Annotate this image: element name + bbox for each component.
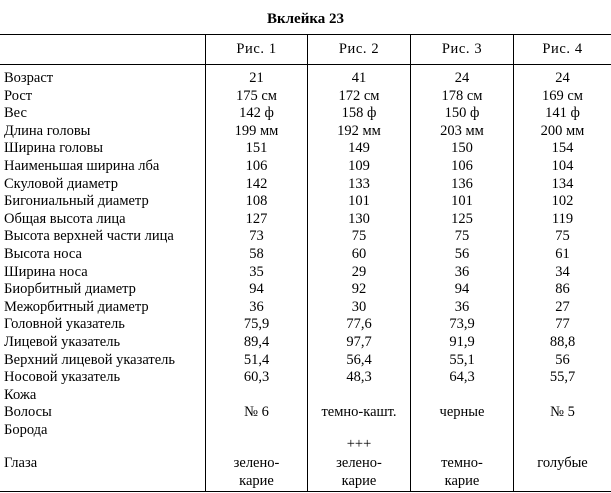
row-label: Бигониальный диаметр xyxy=(4,193,149,210)
table-row xyxy=(0,175,611,193)
table-cell: 94 xyxy=(249,281,264,298)
row-label: Общая высота лица xyxy=(4,210,126,227)
table-cell: 75 xyxy=(351,228,367,245)
column-header-fig-1: Рис. 1 xyxy=(236,41,277,57)
row-label: Высота верхней части лица xyxy=(4,228,174,245)
row-label: Длина головы xyxy=(4,122,91,139)
table-cell: 130 xyxy=(348,210,370,227)
eyes-cell xyxy=(206,454,307,490)
table-cell: 101 xyxy=(451,193,473,210)
table-row xyxy=(0,87,611,105)
table-cell: 60 xyxy=(351,245,367,262)
column-header-fig-3: Рис. 3 xyxy=(441,41,483,57)
table-cell: 106 xyxy=(245,157,268,174)
table-row xyxy=(0,139,611,157)
table-cell: 41 xyxy=(351,70,367,86)
eyes-cell-line: темно- xyxy=(441,455,483,471)
table-cell: 125 xyxy=(451,210,473,227)
table-cell: 35 xyxy=(249,263,264,280)
table-cell: 51,4 xyxy=(243,351,270,368)
measurements-table-body xyxy=(0,69,611,438)
row-label: Верхний лицевой указатель xyxy=(4,351,176,368)
table-cell: 36 xyxy=(249,298,264,315)
table-cell: 94 xyxy=(454,281,470,298)
table-row xyxy=(0,298,611,316)
table-row xyxy=(0,227,611,245)
table-cell: 77 xyxy=(555,316,570,333)
table-cell: 136 xyxy=(451,175,473,192)
table-cell: 86 xyxy=(555,281,570,298)
table-cell: 150 xyxy=(451,140,473,157)
table-row xyxy=(0,403,611,421)
table-cell: 106 xyxy=(451,157,473,174)
table-cell: № 5 xyxy=(550,404,575,421)
table-cell: 75,9 xyxy=(243,316,270,333)
table-cell: 199 мм xyxy=(234,122,279,139)
table-cell xyxy=(206,386,307,404)
row-label: Скуловой диаметр xyxy=(4,175,118,192)
table-cell: 133 xyxy=(348,175,370,192)
beard-mark: +++ xyxy=(346,436,372,452)
table-cell xyxy=(411,421,513,439)
eyes-cell-line: зелено- xyxy=(336,455,382,471)
table-cell: 55,7 xyxy=(549,369,576,386)
table-row xyxy=(0,368,611,386)
table-cell: 154 xyxy=(551,140,574,157)
table-cell: 73 xyxy=(249,228,264,245)
table-cell: 60,3 xyxy=(243,369,270,386)
table-cell: 56 xyxy=(555,351,570,368)
table-cell: 77,6 xyxy=(346,316,372,333)
table-row xyxy=(0,333,611,351)
table-cell: 75 xyxy=(454,228,470,245)
table-cell: 151 xyxy=(245,140,268,157)
row-label: Кожа xyxy=(4,386,37,403)
table-cell: 56,4 xyxy=(346,351,372,368)
row-label: Ширина головы xyxy=(4,140,103,157)
table-cell: 142 ф xyxy=(239,105,274,122)
table-cell: 141 ф xyxy=(545,105,580,122)
table-row xyxy=(0,315,611,333)
table-cell xyxy=(206,421,307,439)
table-cell: 91,9 xyxy=(449,333,475,350)
eyes-cell-line: голубые xyxy=(537,455,588,471)
eyes-cell-line: зелено- xyxy=(233,455,280,471)
table-row xyxy=(0,421,611,439)
table-cell xyxy=(411,386,513,404)
table-cell: 55,1 xyxy=(449,351,475,368)
table-top-rule xyxy=(0,34,611,35)
table-cell: 27 xyxy=(555,298,570,315)
table-row xyxy=(0,104,611,122)
table-cell: 109 xyxy=(348,157,370,174)
row-label: Ширина носа xyxy=(4,263,88,280)
table-cell: 34 xyxy=(555,263,570,280)
table-cell: 48,3 xyxy=(346,369,372,386)
table-row xyxy=(0,122,611,140)
table-cell xyxy=(308,386,410,404)
column-header-fig-4: Рис. 4 xyxy=(542,41,583,57)
table-row xyxy=(0,245,611,263)
eyes-cell-line: карие xyxy=(444,473,480,489)
table-cell: 97,7 xyxy=(346,333,372,350)
table-cell: 200 мм xyxy=(540,122,585,139)
table-cell: 119 xyxy=(551,210,574,227)
table-cell: 73,9 xyxy=(449,316,475,333)
table-cell: 56 xyxy=(454,245,470,262)
table-cell: 142 xyxy=(245,175,268,192)
eyes-cell-line: карие xyxy=(239,473,274,489)
table-row xyxy=(0,192,611,210)
eyes-cell xyxy=(308,454,410,490)
row-label: Рост xyxy=(4,87,33,104)
table-row xyxy=(0,263,611,281)
column-header-fig-2: Рис. 2 xyxy=(338,41,380,57)
eyes-cell xyxy=(514,454,611,472)
table-cell: 150 ф xyxy=(444,105,480,122)
eyes-cell xyxy=(411,454,513,490)
table-cell: 169 см xyxy=(542,87,583,104)
table-cell: 58 xyxy=(249,245,264,262)
table-cell: 134 xyxy=(551,175,574,192)
table-cell: 101 xyxy=(348,193,370,210)
row-label: Лицевой указатель xyxy=(4,333,121,350)
row-label: Возраст xyxy=(4,70,54,86)
row-label: Волосы xyxy=(4,404,52,421)
row-label: Высота носа xyxy=(4,245,82,262)
table-cell: 24 xyxy=(454,70,470,86)
row-label: Межорбитный диаметр xyxy=(4,298,149,315)
table-cell: 36 xyxy=(454,298,470,315)
row-label: Носовой указатель xyxy=(4,369,121,386)
table-cell: 61 xyxy=(555,245,570,262)
table-cell: 21 xyxy=(249,70,264,86)
table-bottom-rule xyxy=(0,491,611,492)
table-cell: 88,8 xyxy=(549,333,576,350)
table-cell: темно-кашт. xyxy=(321,404,397,421)
table-cell: 192 мм xyxy=(337,122,381,139)
table-cell: 75 xyxy=(555,228,570,245)
table-row xyxy=(0,157,611,175)
table-header-rule xyxy=(0,64,611,65)
table-cell: 24 xyxy=(555,70,570,86)
table-cell: 149 xyxy=(348,140,370,157)
table-cell: 108 xyxy=(245,193,268,210)
table-cell: 175 см xyxy=(236,87,277,104)
table-cell: 89,4 xyxy=(243,333,270,350)
table-cell: 29 xyxy=(351,263,367,280)
table-cell: № 6 xyxy=(244,404,269,421)
table-cell: 203 мм xyxy=(440,122,484,139)
table-cell: 104 xyxy=(551,157,574,174)
table-cell: 158 ф xyxy=(341,105,377,122)
table-row xyxy=(0,280,611,298)
table-cell: 36 xyxy=(454,263,470,280)
table-row xyxy=(0,351,611,369)
table-cell: 92 xyxy=(351,281,367,298)
row-label: Биорбитный диаметр xyxy=(4,281,136,298)
table-row xyxy=(0,210,611,228)
row-label: Борода xyxy=(4,421,48,438)
table-cell: 102 xyxy=(551,193,574,210)
table-cell xyxy=(514,421,611,439)
table-row xyxy=(0,386,611,404)
page-title: Вклейка 23 xyxy=(266,11,345,27)
table-cell xyxy=(514,386,611,404)
row-label: Головной указатель xyxy=(4,316,125,333)
eyes-cell-line: карие xyxy=(341,473,377,489)
row-label-eyes: Глаза xyxy=(4,455,38,471)
table-cell: 172 см xyxy=(338,87,380,104)
table-cell: черные xyxy=(439,404,485,421)
table-cell: 64,3 xyxy=(449,369,475,386)
table-cell: 178 см xyxy=(441,87,483,104)
row-label: Вес xyxy=(4,105,27,122)
row-label: Наименьшая ширина лба xyxy=(4,157,160,174)
table-row xyxy=(0,69,611,87)
table-cell: 30 xyxy=(351,298,367,315)
table-cell: 127 xyxy=(245,210,268,227)
